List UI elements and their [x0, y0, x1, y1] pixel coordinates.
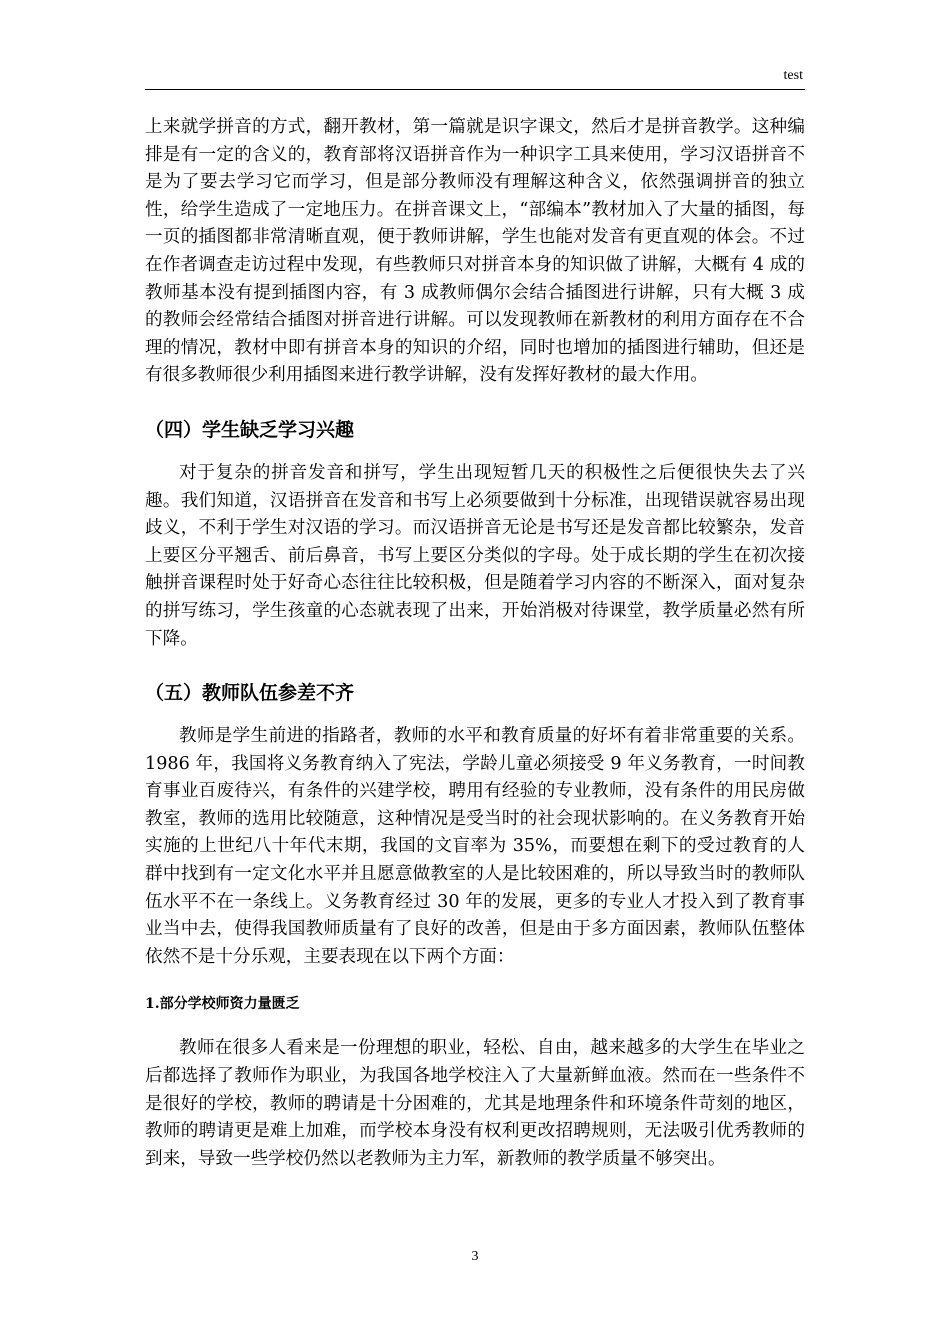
section-heading-4: （四）学生缺乏学习兴趣 — [145, 418, 355, 441]
paragraph-section-4: 对于复杂的拼音发音和拼写，学生出现短暂几天的积极性之后便很快失去了兴趣。我们知道，汉语拼音在发音和书写上必须要做到十分标准，出现错误就容易出现歧义，不利于学生对汉语的学习。而汉语拼音无论是书写还是发音都比较繁杂，发音上要区分平翘舌、前后鼻音，书写上要区分类似的字母。处于成长期的学生在初次接触拼音课程时处于好奇心态往往比较积极，但是随着学习内容的不断深入，面对复杂的拼写练习，学生孩童的心态就表现了出来，开始消极对待课堂，教学质量必然有所下降。 — [145, 462, 805, 649]
running-header: test — [783, 68, 803, 83]
paragraph-section-5: 教师是学生前进的指路者，教师的水平和教育质量的好坏有着非常重要的关系。1986 年，我国将义务教育纳入了宪法，学龄儿童必须接受 9 年义务教育，一时间教育事业百废待兴，有条件的兴建学校，聘用有经验的专业教师，没有条件的用民房做教室，教师的选用比较随意，这种情况是受当时的社会现状影响的。在义务教育开始实施的上世纪八十年代末期，我国的文盲率为 35%，而要想在剩下的受过教育的人群中找到有一定文化水平并且愿意做教室的人是比较困难的，所以导致当时的教师队伍水平不在一条线上。义务教育经过 30 年的发展，更多的专业人才投入到了教育事业当中去，使得我国教师质量有了良好的改善，但是由于多方面因素，教师队伍整体依然不是十分乐观，主要表现在以下两个方面： — [145, 726, 805, 967]
page-content — [145, 114, 805, 1173]
section-heading-5: （五）教师队伍参差不齐 — [145, 682, 355, 705]
page-number: 3 — [471, 1249, 479, 1264]
paragraph-continuation: 上来就学拼音的方式，翻开教材，第一篇就是识字课文，然后才是拼音教学。这种编排是有一定的含义的，教育部将汉语拼音作为一种识字工具来使用，学习汉语拼音不是为了要去学习它而学习，但是部分教师没有理解这种含义，依然强调拼音的独立性，给学生造成了一定地压力。在拼音课文上，“部编本”教材加入了大量的插图，每一页的插图都非常清晰直观，便于教师讲解，学生也能对发音有更直观的体会。不过在作者调查走访过程中发现，有些教师只对拼音本身的知识做了讲解，大概有 4 成的教师基本没有提到插图内容，有 3 成教师偶尔会结合插图进行讲解，只有大概 3 成的教师会经常结合插图对拼音进行讲解。可以发现教师在新教材的利用方面存在不合理的情况，教材中即有拼音本身的知识的介绍，同时也增加的插图进行辅助，但还是有很多教师很少利用插图来进行教学讲解，没有发挥好教材的最大作用。 — [145, 117, 805, 386]
header-rule — [145, 89, 805, 90]
paragraph-subsection-1: 教师在很多人看来是一份理想的职业，轻松、自由，越来越多的大学生在毕业之后都选择了教师作为职业，为我国各地学校注入了大量新鲜血液。然而在一些条件不是很好的学校，教师的聘请是十分困难的，尤其是地理条件和环境条件苛刻的地区，教师的聘请更是难上加难，而学校本身没有权利更改招聘规则，无法吸引优秀教师的到来，导致一些学校仍然以老教师为主力军，新教师的教学质量不够突出。 — [145, 1038, 805, 1169]
subsection-heading-1: 1.部分学校师资力量匮乏 — [145, 996, 300, 1013]
